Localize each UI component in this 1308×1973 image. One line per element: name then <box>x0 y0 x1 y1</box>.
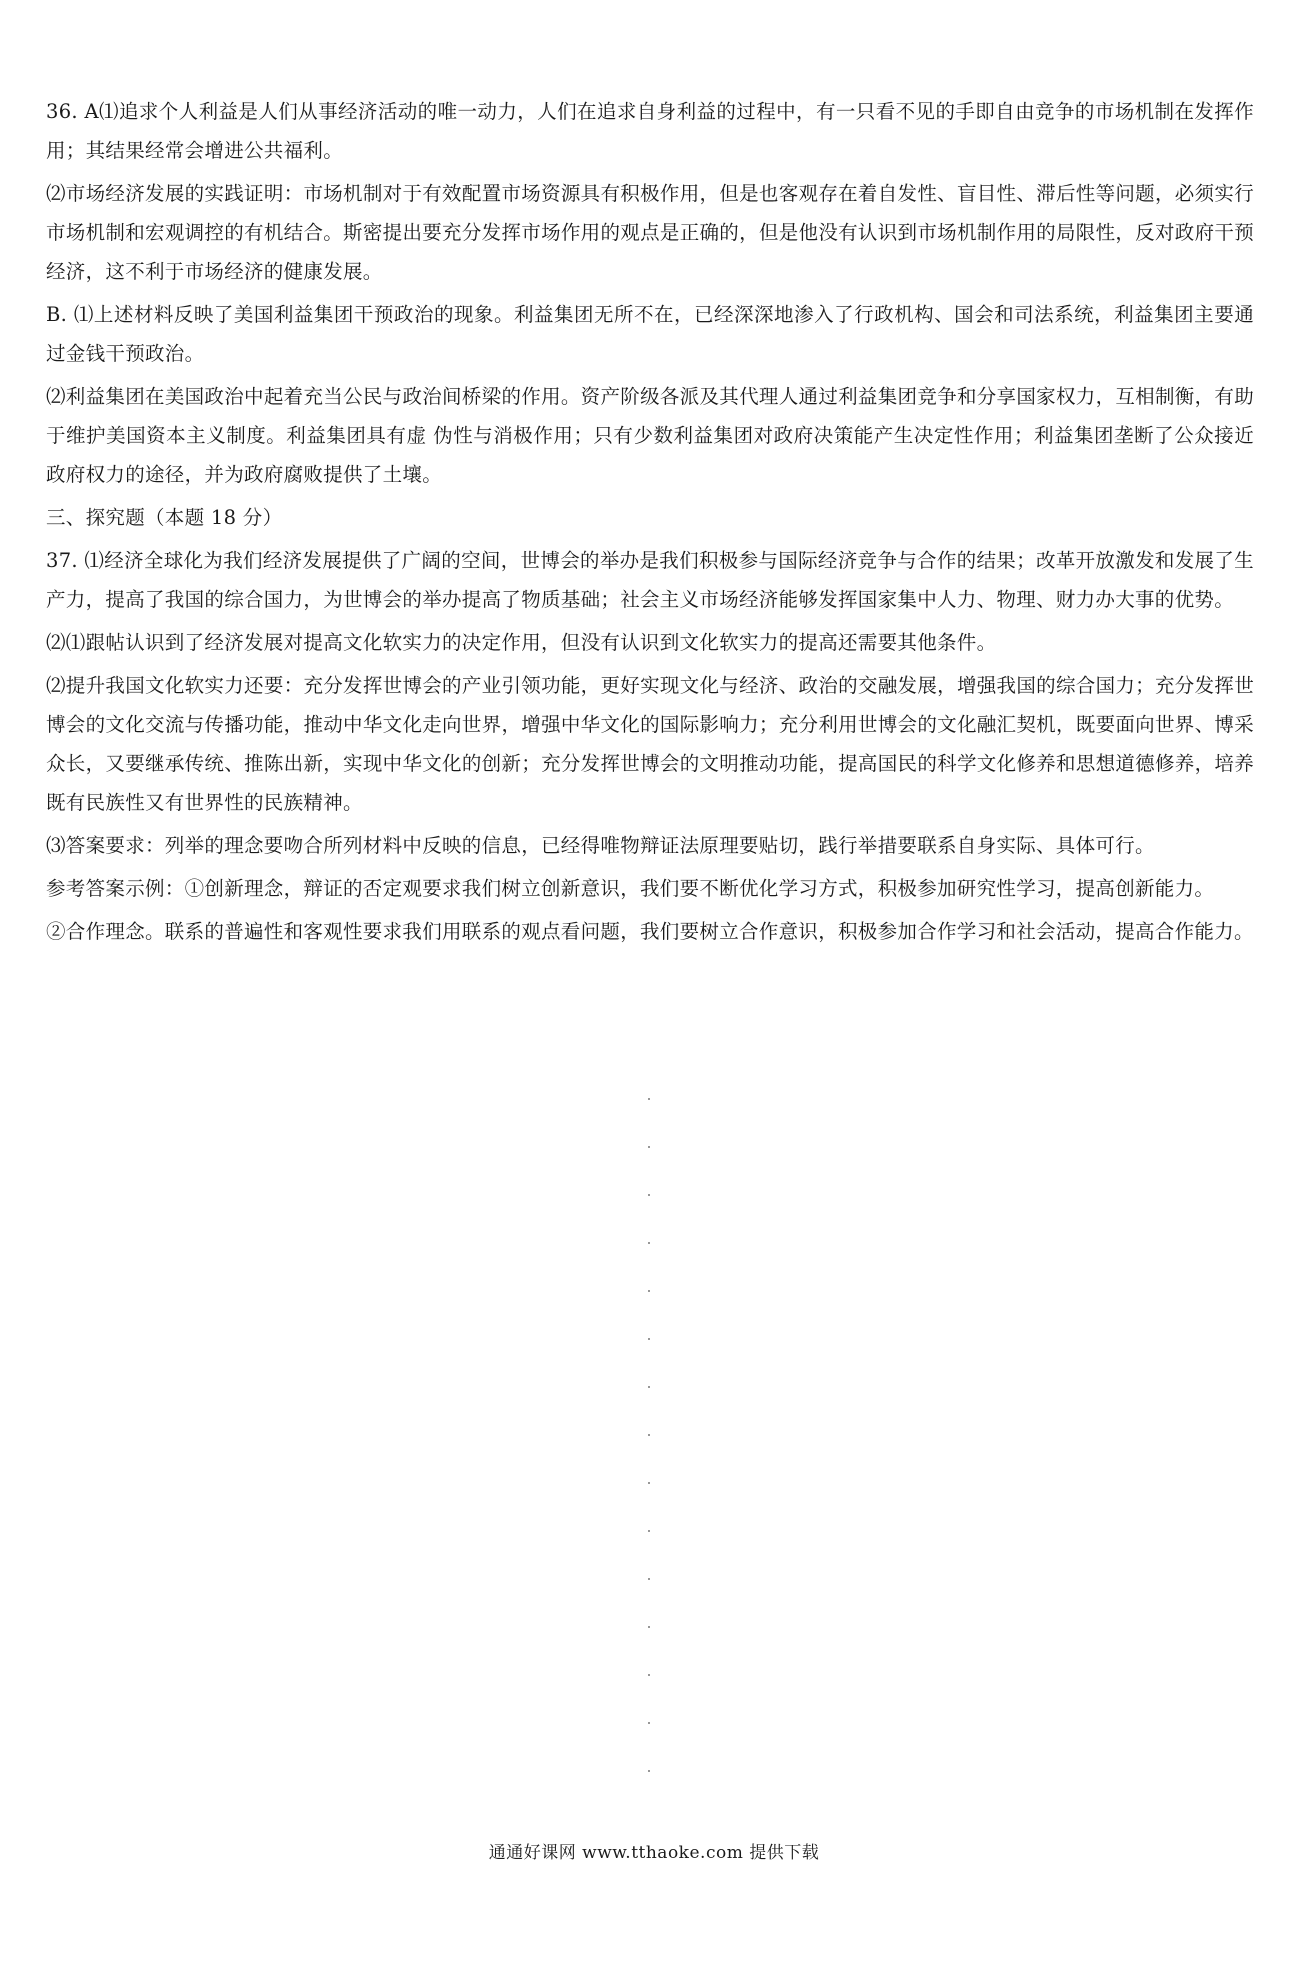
answer-36b-part1: B. ⑴上述材料反映了美国利益集团干预政治的现象。利益集团无所不在，已经深深地渗入了行政机构、国会和司法系统，利益集团主要通过金钱干预政治。 <box>46 303 1254 365</box>
answer-37-part2-1: ⑵⑴跟帖认识到了经济发展对提高文化软实力的决定作用，但没有认识到文化软实力的提高还需要其他条件。 <box>46 631 997 654</box>
separator-dot <box>648 1338 650 1340</box>
answer-36a-part2: ⑵市场经济发展的实践证明：市场机制对于有效配置市场资源具有积极作用，但是也客观存在着自发性、盲目性、滞后性等问题，必须实行市场机制和宏观调控的有机结合。斯密提出要充分发挥市场作用的观点是正确的，但是他没有认识到市场机制作用的局限性，反对政府干预经济，这不利于市场经济的健康发展。 <box>46 182 1254 283</box>
separator-dot <box>648 1290 650 1292</box>
answer-37-part2-2: ⑵提升我国文化软实力还要：充分发挥世博会的产业引领功能，更好实现文化与经济、政治的交融发展，增强我国的综合国力；充分发挥世博会的文化交流与传播功能，推动中华文化走向世界，增强中华文化的国际影响力；充分利用世博会的文化融汇契机，既要面向世界、博采众长，又要继承传统、推陈出新，实现中华文化的创新；充分发挥世博会的文明推动功能，提高国民的科学文化修养和思想道德修养，培养既有民族性又有世界性的民族精神。 <box>46 674 1254 814</box>
answer-37-example-1: 参考答案示例：①创新理念，辩证的否定观要求我们树立创新意识，我们要不断优化学习方式，积极参加研究性学习，提高创新能力。 <box>46 877 1215 900</box>
page-footer: 通通好课网 www.tthaoke.com 提供下载 <box>488 1843 820 1863</box>
separator-dot <box>648 1578 650 1580</box>
separator-dot <box>648 1434 650 1436</box>
separator-dot <box>648 1098 650 1100</box>
separator-dot <box>648 1674 650 1676</box>
separator-dot <box>648 1722 650 1724</box>
section-heading-inquiry: 三、探究题（本题 18 分） <box>46 506 283 529</box>
separator-dot <box>648 1626 650 1628</box>
separator-dot <box>648 1770 650 1772</box>
answer-36b-part2: ⑵利益集团在美国政治中起着充当公民与政治间桥梁的作用。资产阶级各派及其代理人通过利益集团竞争和分享国家权力，互相制衡，有助于维护美国资本主义制度。利益集团具有虚 伪性与消极作用；只有少数利益集团对政府决策能产生决定性作用；利益集团垄断了公众接近政府权力的途径，并为政府腐败提供了土壤。 <box>46 385 1254 486</box>
separator-dot <box>648 1386 650 1388</box>
answer-content <box>46 92 1254 955</box>
separator-dot <box>648 1146 650 1148</box>
answer-37-part1: 37. ⑴经济全球化为我们经济发展提供了广阔的空间，世博会的举办是我们积极参与国际经济竞争与合作的结果；改革开放激发和发展了生产力，提高了我国的综合国力，为世博会的举办提高了物质基础；社会主义市场经济能够发挥国家集中人力、物理、财力办大事的优势。 <box>46 549 1254 611</box>
answer-37-example-2: ②合作理念。联系的普遍性和客观性要求我们用联系的观点看问题，我们要树立合作意识，积极参加合作学习和社会活动，提高合作能力。 <box>46 920 1254 943</box>
dotted-separator <box>648 1098 652 1818</box>
answer-36a-part1: 36. A⑴追求个人利益是人们从事经济活动的唯一动力，人们在追求自身利益的过程中，有一只看不见的手即自由竞争的市场机制在发挥作用；其结果经常会增进公共福利。 <box>46 100 1254 162</box>
answer-37-part3-requirement: ⑶答案要求：列举的理念要吻合所列材料中反映的信息，已经得唯物辩证法原理要贴切，践行举措要联系自身实际、具体可行。 <box>46 834 1155 857</box>
separator-dot <box>648 1482 650 1484</box>
separator-dot <box>648 1242 650 1244</box>
separator-dot <box>648 1194 650 1196</box>
separator-dot <box>648 1530 650 1532</box>
